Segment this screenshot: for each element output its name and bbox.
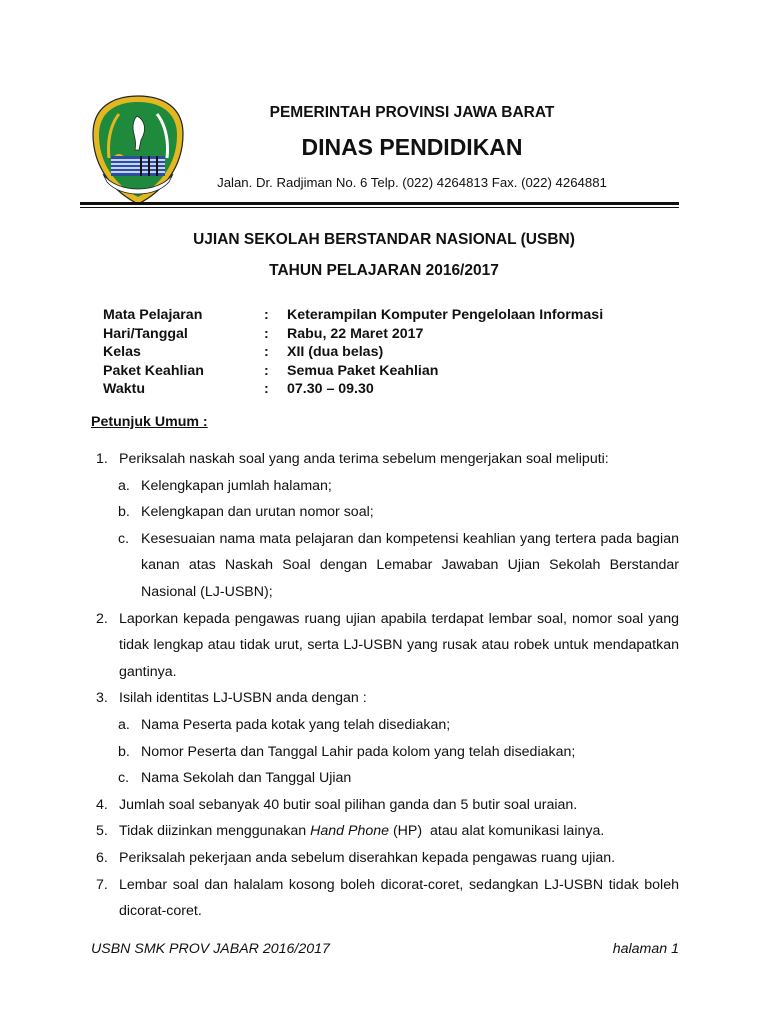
instruction-text: Lembar soal dan halalam kosong boleh dicorat-coret, sedangkan LJ-USBN tidak boleh dicorat-coret. bbox=[119, 876, 679, 920]
instruction-text: Periksalah pekerjaan anda sebelum diserahkan kepada pengawas ruang ujian. bbox=[119, 849, 616, 866]
instruction-item bbox=[91, 872, 679, 925]
instruction-item bbox=[91, 845, 679, 872]
instruction-subitem bbox=[91, 739, 679, 766]
instruction-subitem bbox=[91, 765, 679, 792]
exam-info-value: Rabu, 22 Maret 2017 bbox=[287, 325, 424, 342]
exam-info-label: Kelas bbox=[103, 344, 141, 361]
exam-info-separator: : bbox=[264, 344, 269, 361]
instruction-item bbox=[91, 446, 679, 473]
instruction-subitem bbox=[91, 499, 679, 526]
instruction-text-italic: Hand Phone bbox=[310, 823, 390, 840]
subitem-text: Nama Peserta pada kotak yang telah disediakan; bbox=[141, 716, 451, 733]
instruction-number: 2. bbox=[96, 610, 108, 627]
page-number: halaman 1 bbox=[612, 941, 679, 957]
exam-info-value: Semua Paket Keahlian bbox=[287, 362, 439, 379]
instruction-item bbox=[91, 792, 679, 819]
instruction-item bbox=[91, 685, 679, 712]
agency-address: Jalan. Dr. Radjiman No. 6 Telp. (022) 4264813 Fax. (022) 4264881 bbox=[217, 175, 607, 190]
subitem-letter: b. bbox=[118, 743, 130, 760]
instruction-text: (HP) atau alat komunikasi lainya. bbox=[389, 823, 605, 840]
exam-info-separator: : bbox=[264, 362, 269, 379]
agency-name: DINAS PENDIDIKAN bbox=[301, 134, 523, 160]
exam-info-label: Mata Pelajaran bbox=[103, 307, 203, 323]
subitem-letter: c. bbox=[118, 530, 130, 547]
instruction-number: 6. bbox=[96, 849, 108, 866]
instruction-text: Periksalah naskah soal yang anda terima sebelum mengerjakan soal meliputi: bbox=[119, 451, 609, 467]
exam-info-label: Paket Keahlian bbox=[103, 362, 204, 379]
exam-info-value: 07.30 – 09.30 bbox=[287, 381, 374, 398]
footer-left: USBN SMK PROV JABAR 2016/2017 bbox=[91, 941, 330, 957]
instruction-subitem bbox=[91, 526, 679, 606]
exam-info-separator: : bbox=[264, 325, 269, 342]
subitem-letter: a. bbox=[118, 716, 130, 733]
government-name: PEMERINTAH PROVINSI JAWA BARAT bbox=[269, 104, 555, 121]
subitem-text: Nama Sekolah dan Tanggal Ujian bbox=[141, 770, 352, 787]
exam-info-label: Hari/Tanggal bbox=[103, 325, 188, 342]
instruction-number: 5. bbox=[96, 823, 108, 840]
subitem-letter: a. bbox=[118, 477, 130, 494]
instruction-subitem bbox=[91, 473, 679, 500]
exam-info-label: Waktu bbox=[103, 381, 146, 398]
west-java-emblem-icon bbox=[89, 94, 187, 206]
exam-info-separator: : bbox=[264, 307, 269, 323]
subitem-text: Nomor Peserta dan Tanggal Lahir pada kolom yang telah disediakan; bbox=[141, 743, 576, 760]
exam-info-value: Keterampilan Komputer Pengelolaan Informasi bbox=[287, 307, 604, 323]
instruction-text: Laporkan kepada pengawas ruang ujian apabila terdapat lembar soal, nomor soal yang tidak lengkap atau tidak urut, serta LJ-USBN yang rusak atau robek untuk mendapatkan gantinya. bbox=[119, 610, 679, 680]
subitem-text: Kelengkapan dan urutan nomor soal; bbox=[141, 504, 374, 521]
subitem-letter: b. bbox=[118, 504, 130, 521]
instructions-heading: Petunjuk Umum : bbox=[91, 414, 208, 430]
instruction-number: 3. bbox=[96, 690, 108, 707]
exam-info-value: XII (dua belas) bbox=[287, 344, 384, 361]
instruction-item bbox=[91, 818, 679, 845]
instruction-text: Jumlah soal sebanyak 40 butir soal pilihan ganda dan 5 butir soal uraian. bbox=[119, 796, 578, 813]
instruction-subitem bbox=[91, 712, 679, 739]
subitem-text: Kesesuaian nama mata pelajaran dan kompetensi keahlian yang tertera pada bagian kanan atas Naskah Soal dengan Lemabar Jawaban Ujian Sekolah Berstandar Nasional (LJ-USBN); bbox=[141, 530, 679, 600]
instruction-text: Isilah identitas LJ-USBN anda dengan : bbox=[119, 690, 367, 707]
exam-title: UJIAN SEKOLAH BERSTANDAR NASIONAL (USBN) bbox=[193, 231, 575, 248]
instruction-text: Tidak diizinkan menggunakan bbox=[119, 823, 311, 840]
header-divider-thick bbox=[80, 202, 679, 205]
academic-year: TAHUN PELAJARAN 2016/2017 bbox=[269, 262, 499, 279]
instruction-number: 1. bbox=[96, 451, 108, 467]
subitem-letter: c. bbox=[118, 770, 130, 787]
instruction-item bbox=[91, 606, 679, 686]
instructions-list bbox=[91, 446, 679, 925]
instruction-number: 7. bbox=[96, 876, 108, 893]
subitem-text: Kelengkapan jumlah halaman; bbox=[141, 477, 332, 494]
exam-info-separator: : bbox=[264, 381, 269, 398]
header-divider-thin bbox=[80, 207, 679, 208]
instruction-number: 4. bbox=[96, 796, 108, 813]
